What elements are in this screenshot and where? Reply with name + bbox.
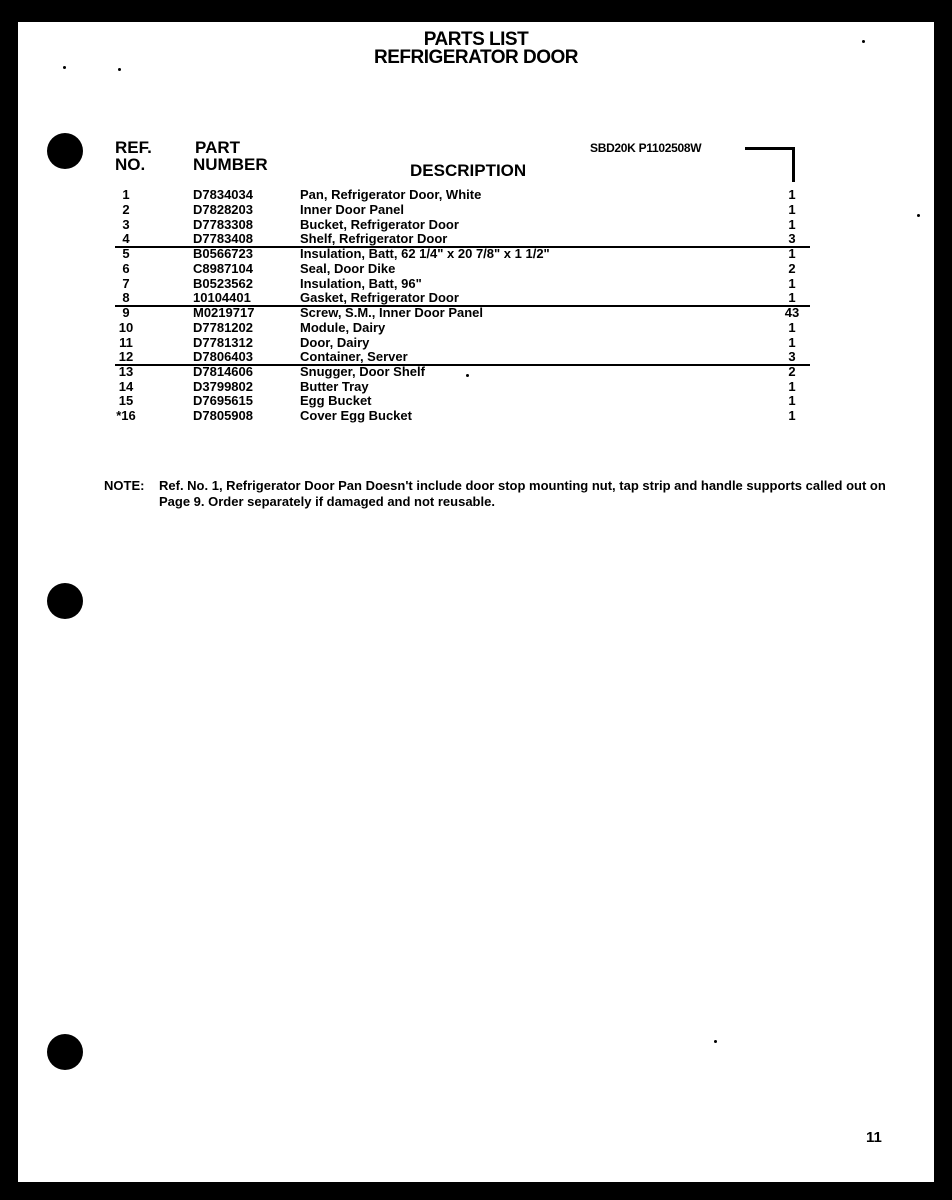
part-cell: D7834034: [193, 187, 253, 202]
part-cell: D7783408: [193, 231, 253, 246]
ref-cell: *16: [116, 408, 136, 423]
description-cell: Door, Dairy: [300, 335, 370, 350]
part-cell: D7781312: [193, 335, 253, 350]
binder-hole-middle: [47, 583, 83, 619]
table-row: [0, 305, 952, 320]
quantity-cell: 1: [788, 276, 796, 291]
description-cell: Container, Server: [300, 349, 408, 364]
quantity-cell: 1: [788, 202, 796, 217]
table-row: [0, 393, 952, 408]
description-cell: Insulation, Batt, 96": [300, 276, 422, 291]
table-row: [0, 246, 952, 261]
ref-cell: 8: [122, 290, 130, 305]
description-cell: Screw, S.M., Inner Door Panel: [300, 305, 484, 320]
ref-cell: 11: [119, 335, 133, 350]
scan-speck: [466, 374, 469, 377]
ref-cell: 7: [122, 276, 130, 291]
model-bracket: [745, 147, 795, 150]
part-cell: C8987104: [193, 261, 253, 276]
scan-speck: [862, 40, 865, 43]
part-cell: D7783308: [193, 217, 253, 232]
description-cell: Butter Tray: [300, 379, 369, 394]
part-cell: 10104401: [193, 290, 251, 305]
description-cell: Cover Egg Bucket: [300, 408, 412, 423]
description-cell: Shelf, Refrigerator Door: [300, 231, 448, 246]
table-row: [0, 408, 952, 423]
scan-speck: [714, 1040, 717, 1043]
quantity-cell: 1: [788, 217, 796, 232]
table-row: [0, 379, 952, 394]
ref-header-line2: NO.: [115, 155, 146, 174]
scan-speck: [917, 214, 920, 217]
table-row: [0, 202, 952, 217]
note-label: NOTE:: [104, 478, 145, 493]
part-cell: D7695615: [193, 393, 253, 408]
ref-cell: 14: [118, 379, 134, 394]
table-row: [0, 231, 952, 246]
ref-cell: 10: [118, 320, 134, 335]
part-header-line2: NUMBER: [193, 155, 268, 174]
description-cell: Seal, Door Dike: [300, 261, 396, 276]
quantity-cell: 2: [788, 261, 796, 276]
part-header-line1: PART: [195, 138, 241, 157]
part-cell: B0523562: [193, 276, 253, 291]
description-cell: Snugger, Door Shelf: [300, 364, 425, 379]
quantity-cell: 1: [788, 246, 796, 261]
part-cell: D7805908: [193, 408, 253, 423]
table-row: [0, 349, 952, 364]
model-number: SBD20K P1102508W: [590, 141, 702, 155]
table-row: [0, 261, 952, 276]
ref-cell: 4: [122, 231, 130, 246]
table-row: [0, 290, 952, 305]
description-cell: Egg Bucket: [300, 393, 372, 408]
description-cell: Insulation, Batt, 62 1/4" x 20 7/8" x 1 1/2": [300, 246, 550, 261]
part-cell: M0219717: [193, 305, 255, 320]
binder-hole-bottom: [47, 1034, 83, 1070]
part-cell: D3799802: [193, 379, 253, 394]
part-cell: D7828203: [193, 202, 253, 217]
ref-cell: 12: [118, 349, 134, 364]
description-header: DESCRIPTION: [410, 161, 527, 180]
ref-cell: 3: [122, 217, 130, 232]
part-cell: D7806403: [193, 349, 253, 364]
quantity-cell: 1: [788, 408, 796, 423]
table-row: [0, 187, 952, 202]
ref-cell: 13: [118, 364, 134, 379]
description-cell: Inner Door Panel: [300, 202, 405, 217]
quantity-cell: 1: [788, 320, 796, 335]
page-number: 11: [866, 1129, 882, 1146]
quantity-cell: 1: [788, 290, 796, 305]
binder-hole-top: [47, 133, 83, 169]
quantity-cell: 43: [784, 305, 800, 320]
quantity-cell: 1: [788, 379, 796, 394]
ref-cell: 2: [122, 202, 130, 217]
quantity-cell: 2: [788, 364, 796, 379]
part-cell: B0566723: [193, 246, 253, 261]
quantity-cell: 1: [788, 187, 796, 202]
ref-cell: 6: [122, 261, 130, 276]
page-title: PARTS LIST: [423, 29, 529, 50]
model-bracket-drop: [792, 147, 795, 182]
part-cell: D7814606: [193, 364, 253, 379]
note-text: Ref. No. 1, Refrigerator Door Pan Doesn't include door stop mounting nut, tap strip and handle supports called out on Page 9. Order separately if damaged and not reusable.: [159, 478, 886, 509]
quantity-cell: 1: [788, 335, 796, 350]
table-row: [0, 320, 952, 335]
description-cell: Module, Dairy: [300, 320, 386, 335]
description-cell: Bucket, Refrigerator Door: [300, 217, 459, 232]
ref-cell: 1: [122, 187, 130, 202]
description-cell: Pan, Refrigerator Door, White: [300, 187, 482, 202]
table-row: [0, 217, 952, 232]
page-subtitle: REFRIGERATOR DOOR: [373, 47, 579, 68]
table-row: [0, 335, 952, 350]
table-row: [0, 276, 952, 291]
part-cell: D7781202: [193, 320, 253, 335]
ref-cell: 9: [122, 305, 130, 320]
ref-header-line1: REF.: [115, 138, 152, 157]
quantity-cell: 3: [788, 349, 796, 364]
scan-speck: [63, 66, 66, 69]
ref-cell: 5: [122, 246, 130, 261]
scan-speck: [118, 68, 121, 71]
table-row: [0, 364, 952, 379]
ref-cell: 15: [118, 393, 134, 408]
quantity-cell: 3: [788, 231, 796, 246]
description-cell: Gasket, Refrigerator Door: [300, 290, 459, 305]
quantity-cell: 1: [788, 393, 796, 408]
